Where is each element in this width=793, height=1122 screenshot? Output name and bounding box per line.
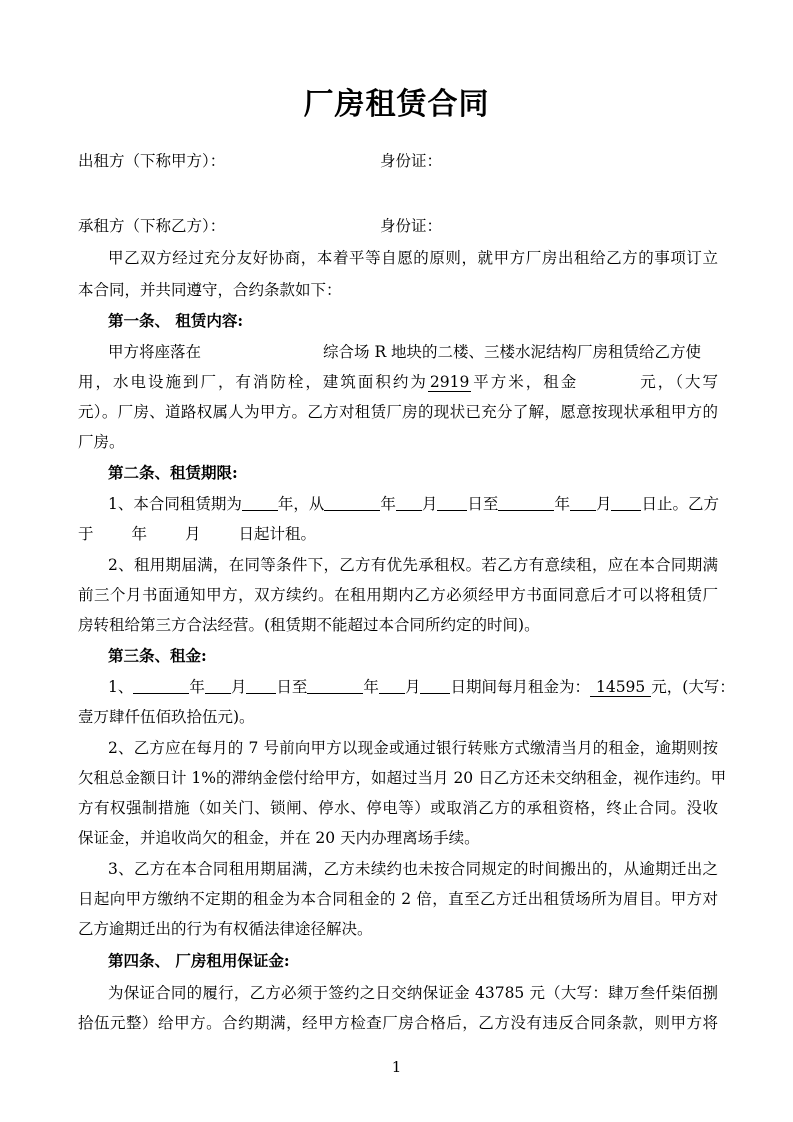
lessor-line: [78, 150, 718, 172]
lessee-id-label: 身份证：: [380, 217, 443, 235]
article-3-text: 1、: [108, 678, 134, 696]
article-2-text: 年: [131, 525, 148, 543]
article-3-text: 年: [363, 678, 379, 696]
article-3-text: 日期间每月租金为：: [450, 678, 590, 696]
article-3-text: 年: [189, 678, 205, 696]
article-1-line-2: [78, 371, 718, 393]
article-2-text: 年: [554, 495, 570, 513]
blank-field[interactable]: [379, 677, 405, 694]
article-2-text: 月: [421, 495, 438, 513]
article-1-text: 综合场 R 地块的二楼、三楼水泥结构厂房租赁给乙方使: [323, 343, 702, 361]
article-2-para-2-line-2: 前三个月书面通知甲方，双方续约。在租用期内乙方必须经甲方书面同意后才可以将租赁厂: [78, 586, 718, 604]
article-2-text: 日起计租。: [238, 525, 317, 543]
article-4-heading: 第四条、 厂房租用保证金:: [108, 951, 290, 970]
article-2-text: 日至: [467, 495, 499, 513]
page-number: 1: [391, 1058, 402, 1076]
article-2-text: 年，从: [277, 495, 325, 513]
blank-field[interactable]: [205, 677, 231, 694]
article-1-text: 平方米，租金: [471, 373, 579, 391]
article-3-text: 日至: [276, 678, 308, 696]
blank-field[interactable]: [242, 494, 278, 511]
article-1-line-1: [108, 341, 718, 363]
article-3-para-3-line-1: 3、乙方在本合同租用期届满，乙方未续约也未按合同规定的时间搬出的，从逾期迁出之: [108, 860, 718, 878]
area-value: 2919: [429, 373, 470, 391]
article-3-para-2-line-4: 保证金，并追收尚欠的租金，并在 20 天内办理离场手续。: [78, 829, 480, 847]
article-2-text: 月: [185, 525, 201, 543]
article-1-text: 甲方将座落在: [108, 343, 202, 361]
article-4-line-1: 为保证合同的履行，乙方必须于签约之日交纳保证金 43785 元（大写：肆万叁仟柒佰捌: [108, 984, 718, 1002]
lessee-line: [78, 215, 718, 237]
article-2-para-1-line-1: [108, 493, 718, 515]
article-3-heading: 第三条、租金:: [108, 646, 207, 665]
article-4-line-2: 拾伍元整）给甲方。合约期满，经甲方检查厂房合格后，乙方没有违反合同条款，则甲方将: [78, 1014, 718, 1032]
blank-field[interactable]: [396, 494, 422, 511]
rent-value: 14595: [590, 678, 651, 697]
blank-field[interactable]: [611, 494, 641, 511]
article-3-para-1-line-1: [108, 676, 735, 698]
article-3-para-3-line-2: 日起向甲方缴纳不定期的租金为本合同租金的 2 倍，直至乙方迁出租赁场所为眉目。甲方对: [78, 890, 718, 908]
blank-field[interactable]: [133, 677, 189, 694]
article-2-text: 日止。乙方: [641, 495, 719, 513]
article-1-line-3: 元）。厂房、道路权属人为甲方。乙方对租赁厂房的现状已充分了解，愿意按现状承租甲方的: [78, 403, 718, 421]
article-3-text: 月: [404, 678, 421, 696]
intro-line-2: 本合同，并共同遵守，合约条款如下：: [78, 281, 342, 299]
article-2-heading: 第二条、租赁期限:: [108, 463, 238, 482]
lessor-id-label: 身份证：: [380, 152, 443, 170]
blank-field[interactable]: [307, 677, 363, 694]
blank-field[interactable]: [420, 677, 450, 694]
article-2-para-2-line-1: 2、租用期届满，在同等条件下，乙方有优先承租权。若乙方有意续租，应在本合同期满: [108, 556, 718, 574]
lessor-label: 出租方（下称甲方）：: [78, 152, 226, 170]
article-1-line-4: 厂房。: [78, 433, 125, 451]
article-3-para-3-line-3: 乙方逾期迁出的行为有权循法律途径解决。: [78, 920, 373, 938]
document-title: 厂房租赁合同: [303, 87, 490, 122]
article-2-text: 于: [78, 525, 94, 543]
blank-field[interactable]: [324, 494, 380, 511]
blank-field[interactable]: [437, 494, 467, 511]
lessee-label: 承租方（下称乙方）：: [78, 217, 226, 235]
article-1-text: 元，（大写: [638, 373, 718, 391]
article-2-text: 年: [380, 495, 396, 513]
article-3-text: 月: [230, 678, 247, 696]
article-2-text: 1、本合同租赁期为: [108, 495, 242, 513]
article-2-text: 月: [595, 495, 612, 513]
article-3-para-1-line-2: 壹万肆仟伍佰玖拾伍元)。: [78, 708, 255, 726]
article-3-para-2-line-2: 欠租总金额日计 1%的滞纳金偿付给甲方，如超过当月 20 日乙方还未交纳租金，视作违约。甲: [78, 769, 727, 787]
article-2-para-2-line-3: 房转租给第三方合法经营。(租赁期不能超过本合同所约定的时间)。: [78, 616, 540, 634]
article-3-text: 元，(大写：: [651, 678, 735, 696]
article-3-para-2-line-1: 2、乙方应在每月的 7 号前向甲方以现金或通过银行转账方式缴清当月的租金，逾期则按: [108, 739, 718, 757]
article-1-text: 用，水电设施到厂，有消防栓，建筑面积约为: [78, 373, 428, 391]
article-3-para-2-line-3: 方有权强制措施（如关门、锁闸、停水、停电等）或取消乙方的承租资格，终止合同。没收: [78, 799, 718, 817]
blank-field[interactable]: [570, 494, 596, 511]
blank-field[interactable]: [498, 494, 554, 511]
article-2-para-1-line-2: [78, 523, 718, 545]
intro-line-1: 甲乙双方经过充分友好协商，本着平等自愿的原则，就甲方厂房出租给乙方的事项订立: [108, 249, 718, 267]
article-1-heading: 第一条、 租赁内容:: [108, 311, 244, 330]
blank-field[interactable]: [246, 677, 276, 694]
